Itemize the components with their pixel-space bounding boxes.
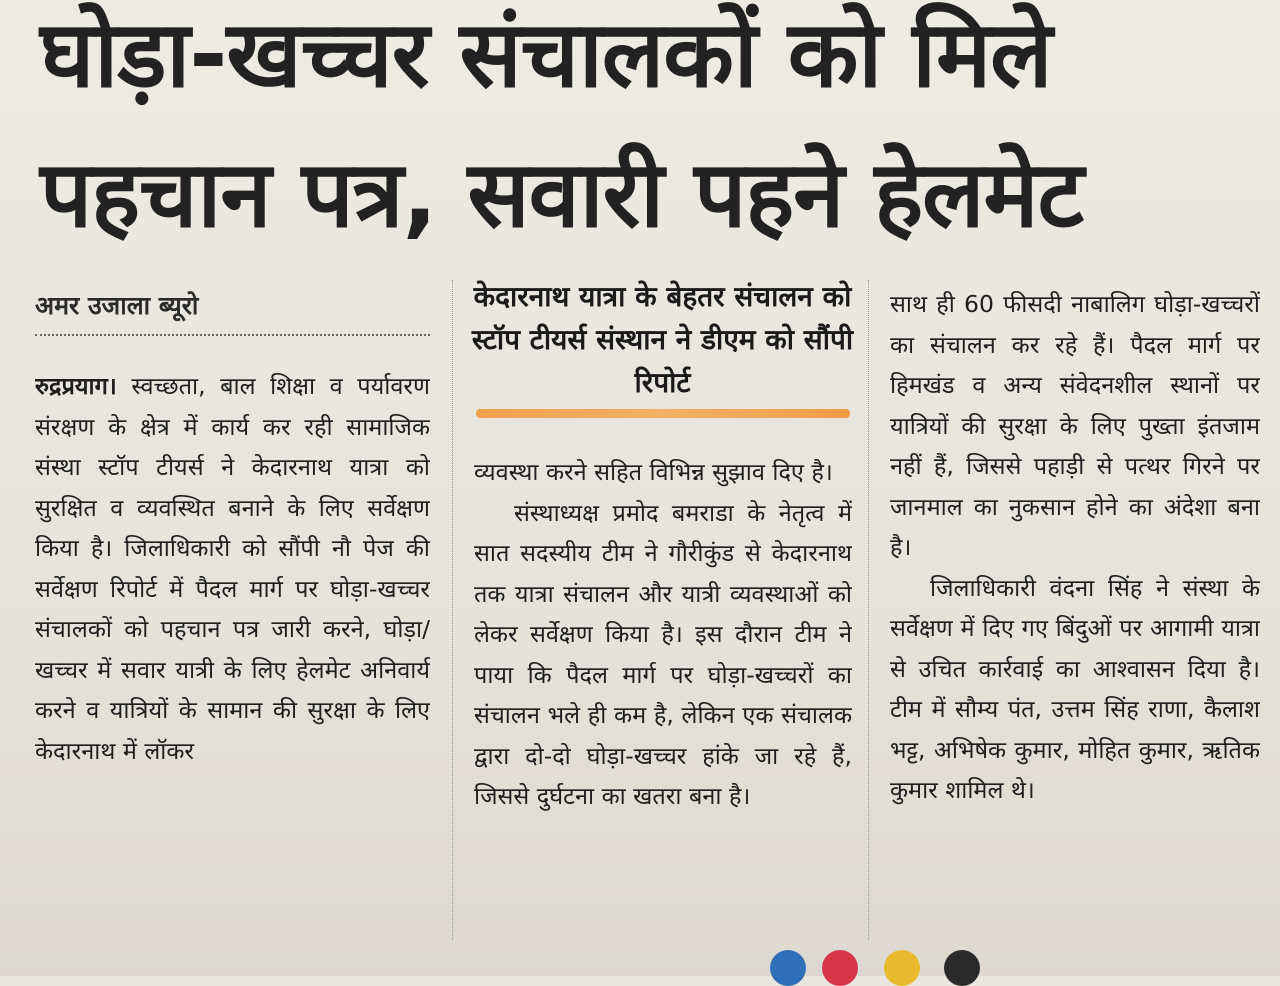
registration-dot-red	[822, 950, 858, 986]
column-divider-2	[868, 280, 869, 940]
column-divider-1	[452, 280, 453, 940]
article-column-middle	[474, 452, 852, 932]
registration-dot-black	[944, 950, 980, 986]
right-paragraph-2: जिलाधिकारी वंदना सिंह ने संस्था के सर्वेक्षण में दिए गए बिंदुओं पर आगामी यात्रा से उचित कार्रवाई का आश्वासन दिया है। टीम में सौम्य पंत, उत्तम सिंह राणा, कैलाश भट्ट, अभिषेक कुमार, मोहित कुमार, ऋतिक कुमार शामिल थे।	[890, 573, 1260, 804]
subheadline: केदारनाथ यात्रा के बेहतर संचालन को स्टॉप टीयर्स संस्थान ने डीएम को सौंपी रिपोर्ट	[471, 280, 854, 399]
subhead-underline	[476, 409, 850, 418]
middle-paragraph-2: संस्थाध्यक्ष प्रमोद बमराडा के नेतृत्व में सात सदस्यीय टीम ने गौरीकुंड से केदारनाथ तक यात्रा संचालन और यात्री व्यवस्थाओं को लेकर सर्वेक्षण किया है। इस दौरान टीम ने पाया कि पैदल मार्ग पर घोड़ा-खच्चरों का संचालन भले ही कम है, लेकिन एक संचालक द्वारा दो-दो घोड़ा-खच्चर हांके जा रहे हैं, जिससे दुर्घटना का खतरा बना है।	[474, 498, 852, 810]
headline-line-1: घोड़ा-खच्चर संचालकों को मिले	[40, 1, 1052, 108]
middle-paragraph-1: व्यवस्था करने सहित विभिन्न सुझाव दिए है।	[474, 458, 833, 486]
dateline-place: रुद्रप्रयाग।	[35, 372, 117, 400]
article-column-right	[890, 284, 1260, 934]
right-paragraph-1: साथ ही 60 फीसदी नाबालिग घोड़ा-खच्चरों का संचालन कर रहे हैं। पैदल मार्ग पर हिमखंड व अन्य संवेदनशील स्थानों पर यात्रियों की सुरक्षा के लिए पुख्ता इंतजाम नहीं हैं, जिससे पहाड़ी से पत्थर गिरने पर जानमाल का नुकसान होने का अंदेशा बना है।	[890, 290, 1260, 561]
registration-dot-blue	[770, 950, 806, 986]
byline-divider	[35, 334, 430, 336]
left-paragraph-text: स्वच्छता, बाल शिक्षा व पर्यावरण संरक्षण के क्षेत्र में कार्य कर रही सामाजिक संस्था स्टॉप टीयर्स ने केदारनाथ यात्रा को सुरक्षित व व्यवस्थित बनाने के लिए सर्वेक्षण किया है। जिलाधिकारी को सौंपी नौ पेज की सर्वेक्षण रिपोर्ट में पैदल मार्ग पर घोड़ा-खच्चर संचालकों को पहचान पत्र जारी करने, घोड़ा/खच्चर में सवार यात्री के लिए हेलमेट अनिवार्य करने व यात्रियों के सामान की सुरक्षा के लिए केदारनाथ में लॉकर	[35, 372, 430, 765]
left-paragraph	[35, 366, 430, 771]
article-column-left	[35, 366, 430, 966]
registration-dot-yellow	[884, 950, 920, 986]
byline: अमर उजाला ब्यूरो	[35, 291, 199, 320]
headline-line-2: पहचान पत्र, सवारी पहने हेलमेट	[40, 141, 1083, 248]
